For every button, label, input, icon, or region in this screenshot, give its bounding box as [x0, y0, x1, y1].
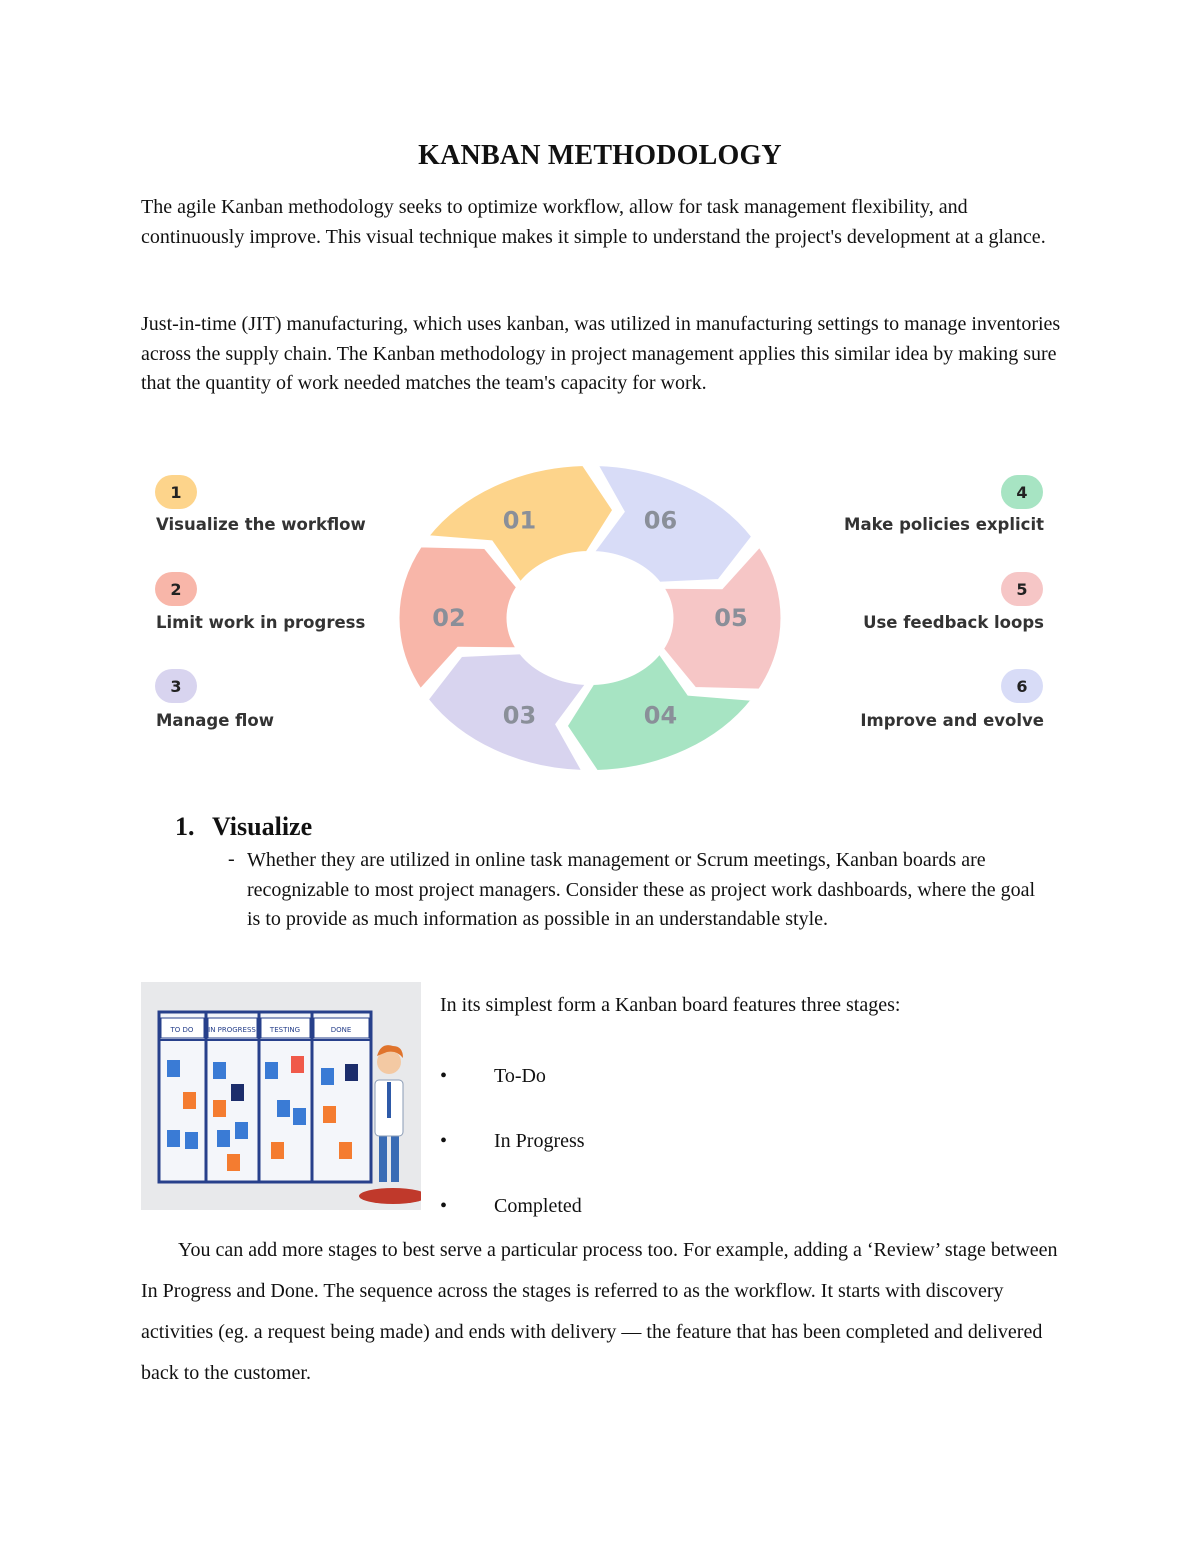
stage-completed: Completed: [494, 1195, 582, 1217]
board-column-in-progress: IN PROGRESS: [208, 1026, 256, 1034]
cycle-segment-label-05: 05: [714, 604, 748, 632]
closing-paragraph: You can add more stages to best serve a particular process too. For example, adding a ‘Review’ stage between In Progress and Done. The sequence across the stages is referred to as the workflow. It starts with discovery activities (eg. a request being made) and ends with delivery — the feature that has been completed and delivered back to the customer.: [141, 1239, 1058, 1384]
principle-label-4: Make policies explicit: [844, 515, 1044, 534]
bullet-marker: •: [440, 1065, 448, 1087]
bullet-marker: •: [440, 1130, 448, 1152]
board-column-todo: TO DO: [170, 1026, 194, 1034]
principle-badge-1: 1: [155, 475, 197, 509]
visualize-paragraph: Whether they are utilized in online task management or Scrum meetings, Kanban boards are recognizable to most project managers. Consider these as project work dashboards, where the goal is to provide as much information as possible in an understandable style.: [247, 849, 1036, 930]
kanban-board-illustration: [141, 982, 421, 1210]
section-title: Visualize: [212, 812, 313, 841]
bullet-marker: •: [440, 1195, 448, 1217]
principle-label-3: Manage flow: [156, 711, 274, 730]
cycle-segment-label-04: 04: [643, 701, 678, 730]
principle-badge-2: 2: [155, 572, 197, 606]
principle-label-5: Use feedback loops: [863, 613, 1044, 632]
stage-in-progress: In Progress: [494, 1130, 585, 1152]
principle-badge-4: 4: [1001, 475, 1043, 509]
kanban-principles-diagram: [140, 455, 1060, 785]
board-column-testing: TESTING: [269, 1026, 301, 1034]
cycle-segment-label-03: 03: [502, 701, 537, 730]
stages-intro: In its simplest form a Kanban board features three stages:: [440, 994, 901, 1016]
board-column-done: DONE: [330, 1026, 352, 1034]
cycle-ring: [390, 455, 810, 785]
jit-paragraph: Just-in-time (JIT) manufacturing, which uses kanban, was utilized in manufacturing settings to manage inventories across the supply chain. The Kanban methodology in project management applies this similar idea by making sure that the quantity of work needed matches the team's capacity for work.: [141, 313, 1061, 394]
principle-label-2: Limit work in progress: [156, 613, 366, 632]
principle-badge-3: 3: [155, 669, 197, 703]
principle-label-6: Improve and evolve: [860, 711, 1044, 730]
principle-label-1: Visualize the workflow: [156, 515, 366, 534]
cycle-segment-label-01: 01: [502, 506, 537, 535]
page-title: KANBAN METHODOLOGY: [418, 140, 782, 171]
cycle-segment-label-06: 06: [643, 506, 678, 535]
intro-paragraph: The agile Kanban methodology seeks to optimize workflow, allow for task management flexibility, and continuously improve. This visual technique makes it simple to understand the project's development at a glance.: [141, 196, 1046, 248]
cycle-segment-label-02: 02: [432, 604, 466, 632]
stage-todo: To-Do: [494, 1065, 546, 1087]
section-number: 1.: [175, 812, 195, 841]
section-heading: [175, 812, 312, 842]
dash-marker: -: [228, 848, 235, 870]
principle-badge-6: 6: [1001, 669, 1043, 703]
principle-badge-5: 5: [1001, 572, 1043, 606]
